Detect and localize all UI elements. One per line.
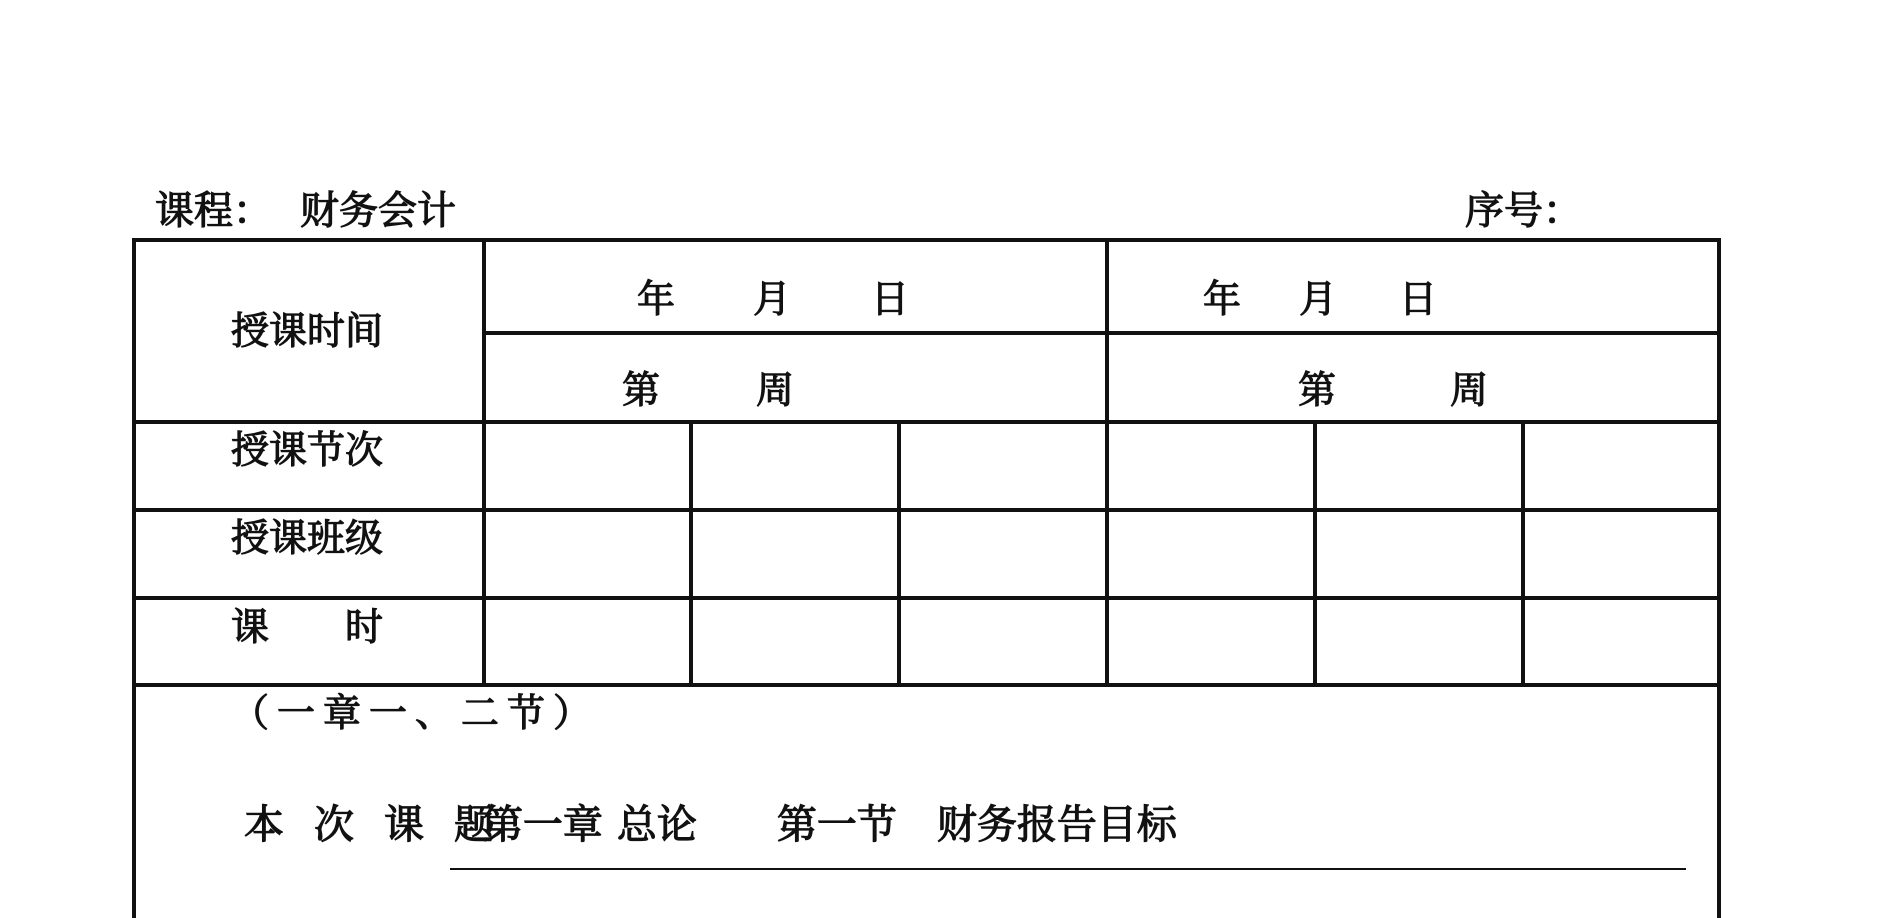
right-day-label: 日: [1399, 277, 1438, 321]
chapter-note: （一章一、二节）: [231, 691, 600, 735]
grid-column-divider: [1521, 420, 1525, 687]
row-divider-line: [136, 683, 1717, 687]
course-label: 课程：: [155, 189, 273, 234]
row-divider-line: [136, 596, 1717, 600]
half-column-divider: [1105, 242, 1109, 687]
lesson-topic-label: 本次课题: [244, 802, 524, 848]
left-year-label: 年: [637, 277, 676, 321]
lesson-topic-content: 第一章 总论 第一节 财务报告目标: [482, 802, 1177, 848]
grid-column-divider: [1313, 420, 1317, 687]
right-year-label: 年: [1203, 277, 1242, 321]
lesson-topic-row: [244, 801, 1177, 849]
left-week-label: 周: [756, 368, 795, 412]
left-day-label: 日: [871, 277, 910, 321]
row-divider-line: [136, 420, 1717, 424]
course-header: [155, 188, 456, 236]
left-week-prefix: 第: [622, 368, 661, 412]
row-divider-line: [136, 508, 1717, 512]
right-week-prefix: 第: [1298, 368, 1337, 412]
date-divider-line: [484, 331, 1717, 335]
class-hours-label: 课 时: [231, 605, 384, 649]
teaching-period-label: 授课节次: [231, 428, 384, 472]
grid-column-divider: [689, 420, 693, 687]
grid-column-divider: [897, 420, 901, 687]
topic-underline: [450, 868, 1686, 870]
lesson-plan-table: [132, 238, 1721, 918]
right-week-label: 周: [1450, 368, 1489, 412]
teaching-class-label: 授课班级: [231, 516, 384, 560]
right-month-label: 月: [1299, 277, 1338, 321]
serial-label: 序号：: [1465, 189, 1583, 234]
serial-header: [1465, 188, 1582, 236]
course-name: 财务会计: [300, 189, 457, 234]
label-column-divider: [482, 242, 486, 687]
left-month-label: 月: [753, 277, 792, 321]
teaching-time-label: 授课时间: [231, 309, 384, 353]
